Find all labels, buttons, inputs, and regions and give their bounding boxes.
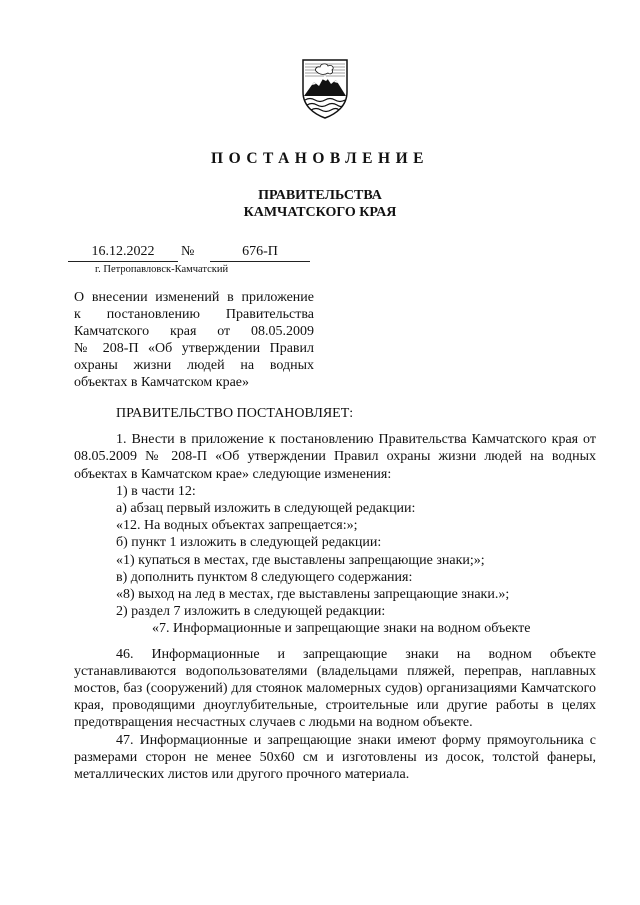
subject-line: к постановлению Правительства (74, 307, 314, 322)
list-item: «1) купаться в местах, где выставлены запрещающие знаки;»; (116, 552, 485, 568)
kamchatka-coat-of-arms-icon (300, 58, 350, 120)
decree-statement: ПРАВИТЕЛЬСТВО ПОСТАНОВЛЯЕТ: (116, 406, 354, 421)
paragraph-1: 1. Внести в приложение к постановлению Правительства Камчатского края от 08.05.2009 № 208-П «Об утверждении Правил охраны жизни людей на водных объектах в Камчатском крае» следующие изменения: (74, 432, 596, 482)
issuer-title (0, 187, 640, 221)
number-sign: № (181, 244, 195, 259)
document-subject (74, 289, 314, 391)
subject-line: О внесении изменений в приложение (74, 290, 314, 305)
list-item: «8) выход на лед в местах, где выставлены запрещающие знаки.»; (116, 587, 510, 603)
document-type-title: ПОСТАНОВЛЕНИЕ (211, 150, 429, 167)
subject-line: охраны жизни людей на водных (74, 358, 314, 373)
list-item: 2) раздел 7 изложить в следующей редакции: (116, 604, 386, 620)
subject-line: № 208-П «Об утверждении Правил (74, 341, 314, 356)
list-item: а) абзац первый изложить в следующей редакции: (116, 501, 416, 517)
section-heading: «7. Информационные и запрещающие знаки на водном объекте (152, 621, 531, 637)
list-item: 1) в части 12: (116, 483, 196, 499)
document-date: 16.12.2022 (68, 243, 178, 262)
paragraph-46: 46. Информационные и запрещающие знаки на водном объекте устанавливаются водопользователями (владельцами пляжей, переправ, наплавных мостов, баз (сооружений) для стоянок маломерных судов) организациями Камчатского края, проводящими дноуглубительные, строительные или другие работы в целях предотвращения несчастных случаев с людьми на водном объекте. (74, 646, 596, 731)
subject-line: Камчатского края от 08.05.2009 (74, 324, 314, 339)
paragraph-47: 47. Информационные и запрещающие знаки имеют форму прямоугольника с размерами сторон не менее 50х60 см и изготовлены из досок, толстой фанеры, металлических листов или другого прочного материала. (74, 732, 596, 783)
list-item: в) дополнить пунктом 8 следующего содержания: (116, 569, 413, 585)
list-item: б) пункт 1 изложить в следующей редакции: (116, 535, 382, 551)
issuer-line-1: ПРАВИТЕЛЬСТВА (258, 188, 382, 203)
document-number: 676-П (210, 243, 310, 262)
issuer-line-2: КАМЧАТСКОГО КРАЯ (243, 205, 397, 220)
place-of-issue: г. Петропавловск-Камчатский (95, 264, 229, 275)
subject-line: объектах в Камчатском крае» (74, 375, 249, 390)
list-item: «12. На водных объектах запрещается:»; (116, 518, 358, 534)
document-body (74, 405, 596, 783)
